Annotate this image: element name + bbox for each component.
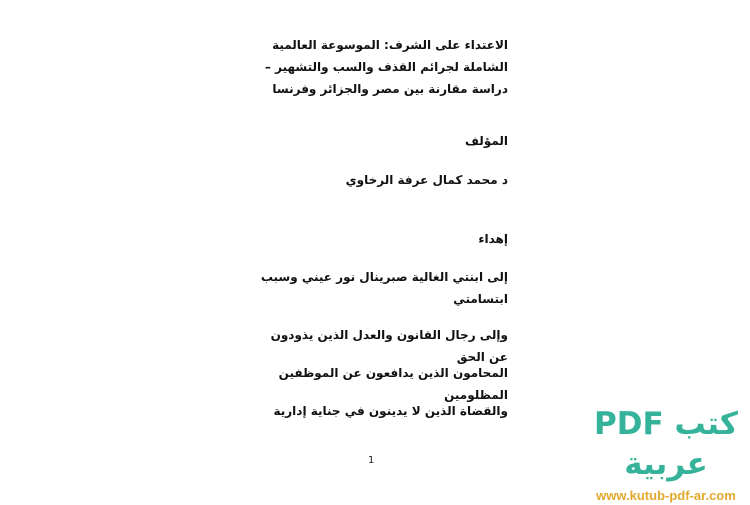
author-name: د محمد كمال عرفة الرخاوي [345,173,508,187]
dedication-heading: إهداء [478,232,508,246]
watermark-title: كتب PDF عربية [594,406,738,482]
watermark-url: www.kutub-pdf-ar.com [596,488,736,503]
author-heading: المؤلف [465,134,508,148]
watermark-logo [586,404,746,505]
dedication-line: وإلى رجال القانون والعدل الذين يذودون عن الحق [270,328,508,364]
page-number: 1 [368,455,375,466]
dedication-line: إلى ابنتي الغالية صبرينال نور عيني وسبب ابتسامتي [260,270,508,306]
dedication-line: والقضاة الذين لا يدينون في جناية إدارية [273,404,508,418]
document-title: الاعتداء على الشرف: الموسوعة العالمية الشاملة لجرائم القذف والسب والتشهير – دراسة مقارنة بين مصر والجزائر وفرنسا [264,38,508,96]
dedication-line: المحامون الذين يدافعون عن الموظفين المظلومين [278,366,508,402]
